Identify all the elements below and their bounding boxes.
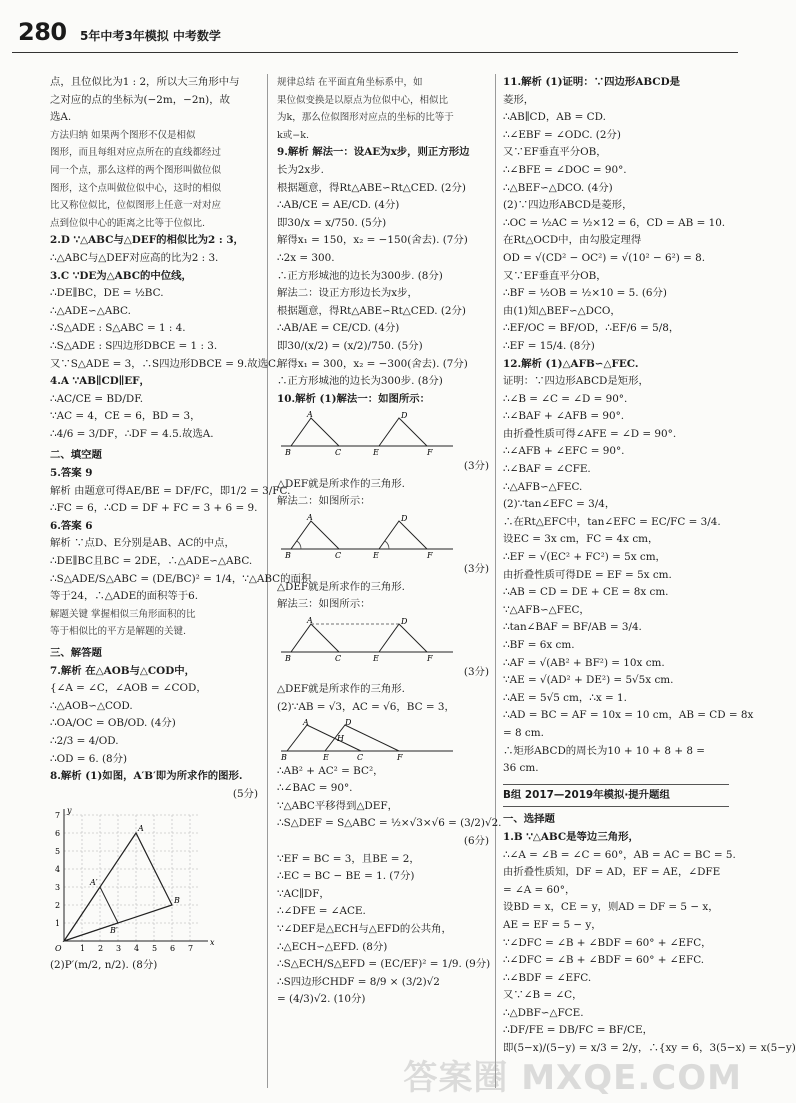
label-F: F bbox=[427, 448, 433, 458]
column-right bbox=[503, 74, 796, 1058]
text-line: 又∵EF垂直平分OB， bbox=[503, 146, 607, 159]
text-line: 为k，那么位似图形对应点的坐标的比等于 bbox=[277, 112, 454, 124]
text-line: ∴S四边形CHDF = 8/9 × (3/2)√2 bbox=[277, 975, 440, 988]
text-line: 等于相似比的平方是解题的关键. bbox=[50, 626, 187, 638]
text-line: ∴tan∠BAF = BF/AB = 3/4. bbox=[503, 621, 642, 634]
label-E: E bbox=[373, 551, 379, 561]
text-line: {∠A = ∠C，∠AOB = ∠COD， bbox=[50, 682, 207, 695]
question-5: 5.答案 9 bbox=[50, 467, 93, 480]
text-line: 解得x₁ = 150，x₂ = −150(舍去). (7分) bbox=[277, 234, 468, 247]
question-10: 10.解析 (1)解法一：如图所示： bbox=[277, 392, 431, 405]
text-line: 解析 由题意可得AE/BE = DF/FC，即1/2 = 3/FC. bbox=[50, 484, 291, 497]
text-line: ∴S△ADE : S四边形DBCE = 1 : 3. bbox=[50, 339, 218, 352]
x-tick: 3 bbox=[116, 944, 122, 954]
text-line: ∵AC∥DF， bbox=[277, 887, 330, 900]
text-line: 解得x₁ = 300，x₂ = −300(舍去). (7分) bbox=[277, 357, 468, 370]
question-11: 11.解析 (1)证明：∵四边形ABCD是 bbox=[503, 76, 680, 88]
text-line: ∴∠AFB + ∠EFC = 90°. bbox=[503, 445, 625, 458]
question-7: 7.解析 在△AOB与△COD中， bbox=[50, 664, 196, 677]
text-line: = ∠A = 60°， bbox=[503, 883, 576, 896]
text-line: 选A. bbox=[50, 111, 72, 124]
key-point-note: 解题关键 掌握相似三角形面积的比 bbox=[50, 608, 196, 620]
text-line: ∴∠BDF = ∠EFC. bbox=[503, 971, 592, 984]
text-line: ∴OA/OC = OB/OD. (4分) bbox=[50, 717, 176, 730]
text-line: ∴△AFB∽△FEC. bbox=[503, 480, 583, 493]
text-line: ∴OD = 6. (8分) bbox=[50, 752, 128, 765]
column-divider bbox=[495, 74, 496, 1088]
text-line: ∴AB = CD = DE + CE = 8x cm. bbox=[503, 586, 669, 599]
text-line: 长为2x步. bbox=[277, 163, 324, 176]
label-A: A bbox=[307, 410, 313, 420]
text-line: 由折叠性质可得∠AFE = ∠D = 90°. bbox=[503, 427, 677, 440]
section-heading-solutions: 三、解答题 bbox=[50, 647, 102, 659]
text-line: 设EC = 3x cm，FC = 4x cm， bbox=[503, 533, 659, 546]
text-line: 根据题意，得Rt△ABE∽Rt△CED. (2分) bbox=[277, 304, 466, 317]
text-line: ∴S△ECH/S△EFD = (EC/EF)² = 1/9. (9分) bbox=[277, 958, 491, 971]
text-line: △DEF就是所求作的三角形. bbox=[277, 477, 405, 490]
text-line: ∵AE = √(AD² + DE²) = 5√5x cm. bbox=[503, 674, 674, 687]
x-tick: 6 bbox=[170, 944, 176, 954]
text-line: AE = EF = 5 − y， bbox=[503, 918, 602, 931]
label-H: H bbox=[337, 733, 344, 743]
point-label-B: B bbox=[174, 896, 180, 906]
text-line: ∵△ABC平移得到△DEF， bbox=[277, 799, 398, 812]
text-line: ∵∠DFC = ∠B + ∠BDF = 60° + ∠EFC， bbox=[503, 936, 712, 949]
x-tick: 4 bbox=[134, 944, 140, 954]
text-line: = (4/3)√2. (10分) bbox=[277, 993, 366, 1006]
score-mark: (3分) bbox=[463, 665, 489, 678]
origin-label: O bbox=[55, 944, 62, 954]
text-line: 证明：∵四边形ABCD是矩形， bbox=[503, 375, 649, 388]
text-line: k或−k. bbox=[277, 129, 309, 141]
label-D: D bbox=[401, 514, 408, 524]
label-D: D bbox=[345, 717, 352, 727]
section-band-b-group: B组 2017—2019年模拟·提升题组 bbox=[503, 784, 729, 808]
text-line: 同一个点，那么这样的两个图形叫做位似 bbox=[50, 164, 222, 176]
text-line: 36 cm. bbox=[503, 762, 539, 775]
text-line: (2)∵四边形ABCD是菱形， bbox=[503, 199, 633, 212]
y-tick: 2 bbox=[55, 901, 61, 911]
page-number: 280 bbox=[18, 18, 67, 46]
label-E: E bbox=[373, 448, 379, 458]
text-line: 由(1)知△BEF∽△DCO， bbox=[503, 304, 621, 317]
label-C: C bbox=[335, 448, 342, 458]
text-line: ∴EC = BC − BE = 1. (7分) bbox=[277, 870, 415, 883]
text-line: 菱形， bbox=[503, 93, 535, 106]
text-line: ∴2/3 = 4/OD. bbox=[50, 734, 119, 747]
text-line: ∴AE = 5√5 cm，∴x = 1. bbox=[503, 691, 627, 704]
y-tick: 7 bbox=[55, 811, 61, 821]
text-line: 之对应的点的坐标为(−2m，−2n)，故 bbox=[50, 93, 230, 106]
text-line: ∴EF = √(EC² + FC²) = 5x cm， bbox=[503, 551, 666, 564]
header-rule bbox=[12, 52, 738, 53]
score-mark: (6分) bbox=[463, 835, 489, 847]
text-line: (2)∵tan∠EFC = 3/4， bbox=[503, 498, 616, 511]
text-line: ∴DE∥BC，DE = ½BC. bbox=[50, 287, 164, 300]
text-line: ∴△AOB∽△COD. bbox=[50, 699, 133, 712]
text-line: 等于24，∴△ADE的面积等于6. bbox=[50, 590, 199, 603]
section-heading-choice: 一、选择题 bbox=[503, 813, 555, 826]
text-line: 点，且位似比为1 : 2，所以大三角形中与 bbox=[50, 76, 240, 88]
score-mark: (5分) bbox=[232, 787, 258, 800]
triangle-figure-2 bbox=[277, 513, 457, 559]
label-E: E bbox=[323, 752, 329, 762]
text-line: 果位似变换是以原点为位似中心，相似比 bbox=[277, 94, 449, 106]
text-line: ∴EF = 15/4. (8分) bbox=[503, 339, 595, 352]
text-line: ∴∠DFE = ∠ACE. bbox=[277, 905, 366, 918]
question-9: 9.解析 解法一：设AE为x步，则正方形边 bbox=[277, 146, 470, 159]
text-line: 又∵∠B = ∠C， bbox=[503, 989, 583, 1002]
text-line: ∴∠EBF = ∠ODC. (2分) bbox=[503, 128, 621, 141]
text-line: ∴∠DFC = ∠B + ∠BDF = 60° + ∠EFC. bbox=[503, 954, 705, 967]
triangle-figure-3 bbox=[277, 616, 457, 662]
text-line: ∴EF/OC = BF/OD，∴EF/6 = 5/8， bbox=[503, 322, 680, 335]
y-tick: 1 bbox=[55, 919, 61, 929]
text-line: ∴BF = ½OB = ½×10 = 5. (6分) bbox=[503, 287, 667, 300]
method-summary-note: 方法归纳 如果两个图形不仅是相似 bbox=[50, 129, 196, 141]
text-line: ∴AC/CE = BD/DF. bbox=[50, 392, 144, 405]
label-A: A bbox=[307, 615, 313, 625]
text-line: ∴∠BAC = 90°. bbox=[277, 782, 353, 795]
text-line: ∴在Rt△EFC中，tan∠EFC = EC/FC = 3/4. bbox=[503, 515, 721, 528]
label-C: C bbox=[335, 653, 342, 663]
triangle-figure-1 bbox=[277, 410, 457, 456]
question-4: 4.A ∵AB∥CD∥EF， bbox=[50, 375, 150, 388]
text-line: ∴∠BAF = ∠CFE. bbox=[503, 463, 591, 476]
label-A: A bbox=[303, 717, 309, 727]
question-2: 2.D ∵△ABC与△DEF的相似比为2 : 3， bbox=[50, 234, 244, 247]
text-line: ∴△BEF∽△DCO. (4分) bbox=[503, 181, 613, 194]
text-line: 设BD = x，CE = y，则AD = DF = 5 − x， bbox=[503, 901, 719, 914]
text-line: 解析 ∵点D、E分别是AB、AC的中点， bbox=[50, 537, 235, 550]
label-D: D bbox=[401, 411, 408, 421]
text-line: ∴S△DEF = S△ABC = ½×√3×√6 = (3/2)√2. bbox=[277, 817, 502, 830]
section-heading-fill-in: 二、填空题 bbox=[50, 449, 102, 462]
label-B: B bbox=[285, 448, 291, 458]
text-line: ∴AB/AE = CE/CD. (4分) bbox=[277, 322, 400, 335]
text-line: 又∵S△ADE = 3，∴S四边形DBCE = 9.故选C. bbox=[50, 357, 279, 370]
score-mark: (3分) bbox=[463, 563, 489, 576]
text-line: ∴OC = ½AC = ½×12 = 6，CD = AB = 10. bbox=[503, 216, 726, 229]
label-B: B bbox=[285, 551, 291, 561]
y-tick: 5 bbox=[55, 847, 61, 857]
text-line: ∴∠BFE = ∠DOC = 90°. bbox=[503, 163, 627, 176]
label-E: E bbox=[373, 653, 379, 663]
text-line: (2)P′(m/2, n/2). (8分) bbox=[50, 959, 158, 972]
question-6: 6.答案 6 bbox=[50, 519, 93, 532]
text-line: ∴BF = 6x cm. bbox=[503, 639, 575, 651]
text-line: 即30/x = x/750. (5分) bbox=[277, 216, 387, 229]
text-line: ∴矩形ABCD的周长为10 + 10 + 8 + 8 = bbox=[503, 744, 705, 757]
x-tick: 2 bbox=[98, 944, 104, 954]
text-line: ∴S△ADE/S△ABC = (DE/BC)² = 1/4，∵△ABC的面积 bbox=[50, 572, 312, 585]
question-8: 8.解析 (1)如图，A′B′即为所求作的图形. bbox=[50, 770, 243, 783]
text-line: ∴△ADE∽△ABC. bbox=[50, 304, 131, 317]
text-line: ∴AB² + AC² = BC²， bbox=[277, 764, 384, 777]
x-tick: 1 bbox=[80, 944, 86, 954]
text-line: ∵AC = 4，CE = 6，BD = 3， bbox=[50, 410, 201, 423]
text-line: ∴AB∥CD，AB = CD. bbox=[503, 111, 606, 124]
label-C: C bbox=[335, 551, 342, 561]
triangle-figure-4 bbox=[277, 719, 457, 761]
text-line: △DEF就是所求作的三角形. bbox=[277, 580, 405, 593]
page-header bbox=[12, 8, 738, 56]
text-line: 解法二：如图所示： bbox=[277, 495, 371, 508]
label-F: F bbox=[397, 752, 403, 762]
score-mark: (3分) bbox=[463, 460, 489, 473]
y-axis-label: y bbox=[67, 806, 72, 816]
label-B: B bbox=[281, 752, 287, 762]
text-line: ∵∠DEF是△ECH与△EFD的公共角， bbox=[277, 922, 452, 935]
x-tick: 7 bbox=[188, 944, 194, 954]
text-line: ∴△ABC与△DEF对应高的比为2 : 3. bbox=[50, 251, 219, 264]
y-tick: 3 bbox=[55, 883, 61, 893]
label-C: C bbox=[357, 752, 364, 762]
text-line: 图形，而且每组对应点所在的直线都经过 bbox=[50, 147, 222, 159]
text-line: ∵△AFB∽△FEC， bbox=[503, 603, 590, 616]
text-line: ∴∠BAF + ∠AFB = 90°. bbox=[503, 410, 625, 423]
point-label-A: A bbox=[138, 824, 144, 834]
label-D: D bbox=[401, 616, 408, 626]
text-line: 又∵EF垂直平分OB， bbox=[503, 269, 607, 282]
text-line: 比又称位似比，位似图形上任意一对对应 bbox=[50, 200, 222, 212]
text-line: (2)∵AB = √3，AC = √6，BC = 3， bbox=[277, 701, 455, 714]
text-line: 即30/(x/2) = (x/2)/750. (5分) bbox=[277, 339, 423, 352]
text-line: 解法三：如图所示： bbox=[277, 598, 371, 611]
text-line: = 8 cm. bbox=[503, 726, 544, 739]
question-12: 12.解析 (1)△AFB∽△FEC. bbox=[503, 357, 639, 370]
point-label-B-prime: B′ bbox=[110, 926, 118, 936]
text-line: 解法二：设正方形边长为x步， bbox=[277, 287, 418, 300]
x-tick: 5 bbox=[152, 944, 158, 954]
text-line: 图形，这个点叫做位似中心，这时的相似 bbox=[50, 182, 222, 194]
label-F: F bbox=[427, 551, 433, 561]
text-line: ∴AD = BC = AF = 10x = 10 cm，AB = CD = 8x bbox=[503, 709, 754, 722]
coordinate-grid-figure bbox=[50, 805, 220, 955]
text-line: 由折叠性质可得DE = EF = 5x cm. bbox=[503, 568, 672, 581]
text-line: 在Rt△OCD中，由勾股定理得 bbox=[503, 234, 642, 247]
text-line: ∴△DBF∽△FCE. bbox=[503, 1006, 584, 1019]
text-line: ∴∠B = ∠C = ∠D = 90°. bbox=[503, 392, 628, 405]
text-line: ∴AB/CE = AE/CD. (4分) bbox=[277, 199, 400, 212]
point-label-A-prime: A′ bbox=[90, 878, 98, 888]
text-line: ∴DF/FE = DB/FC = BF/CE， bbox=[503, 1024, 653, 1037]
text-line: 根据题意，得Rt△ABE∽Rt△CED. (2分) bbox=[277, 181, 466, 194]
text-line: ∴S△ADE : S△ABC = 1 : 4. bbox=[50, 322, 186, 335]
label-B: B bbox=[285, 653, 291, 663]
rule-summary-note: 规律总结 在平面直角坐标系中，如 bbox=[277, 77, 423, 88]
text-line: ∴△ECH∽△EFD. (8分) bbox=[277, 940, 388, 953]
text-line: ∵EF = BC = 3，且BE = 2， bbox=[277, 852, 420, 865]
book-title: 5年中考3年模拟 中考数学 bbox=[80, 29, 221, 43]
text-line: ∴DE∥BC且BC = 2DE，∴△ADE∽△ABC. bbox=[50, 555, 253, 568]
text-line: △DEF就是所求作的三角形. bbox=[277, 683, 405, 696]
text-line: OD = √(CD² − OC²) = √(10² − 6²) = 8. bbox=[503, 251, 706, 264]
text-line: ∴2x = 300. bbox=[277, 251, 335, 264]
watermark-logo: 答案圈 MXQE.COM bbox=[403, 1058, 742, 1098]
text-line: ∴∠A = ∠B = ∠C = 60°，AB = AC = BC = 5. bbox=[503, 848, 736, 861]
y-tick: 6 bbox=[55, 829, 61, 839]
question-b1: 1.B ∵△ABC是等边三角形， bbox=[503, 830, 639, 843]
text-line: ∴正方形城池的边长为300步. (8分) bbox=[277, 375, 443, 388]
text-line: ∴FC = 6，∴CD = DF + FC = 3 + 6 = 9. bbox=[50, 502, 258, 515]
y-tick: 4 bbox=[55, 865, 61, 875]
label-F: F bbox=[427, 653, 433, 663]
text-line: 由折叠性质知，DF = AD，EF = AE，∠DFE bbox=[503, 866, 721, 879]
text-line: 点到位似中心的距离之比等于位似比. bbox=[50, 217, 206, 229]
text-line: ∴正方形城池的边长为300步. (8分) bbox=[277, 269, 443, 282]
text-line: 即(5−x)/(5−y) = x/3 = 2/y，∴{xy = 6，3(5−x) = x(5−y) bbox=[503, 1042, 796, 1055]
text-line: ∴AF = √(AB² + BF²) = 10x cm. bbox=[503, 656, 665, 669]
text-line: ∴4/6 = 3/DF，∴DF = 4.5.故选A. bbox=[50, 427, 214, 440]
x-axis-label: x bbox=[210, 938, 215, 948]
question-3: 3.C ∵DE为△ABC的中位线， bbox=[50, 269, 192, 282]
label-A: A bbox=[307, 513, 313, 523]
column-middle bbox=[277, 74, 502, 1009]
